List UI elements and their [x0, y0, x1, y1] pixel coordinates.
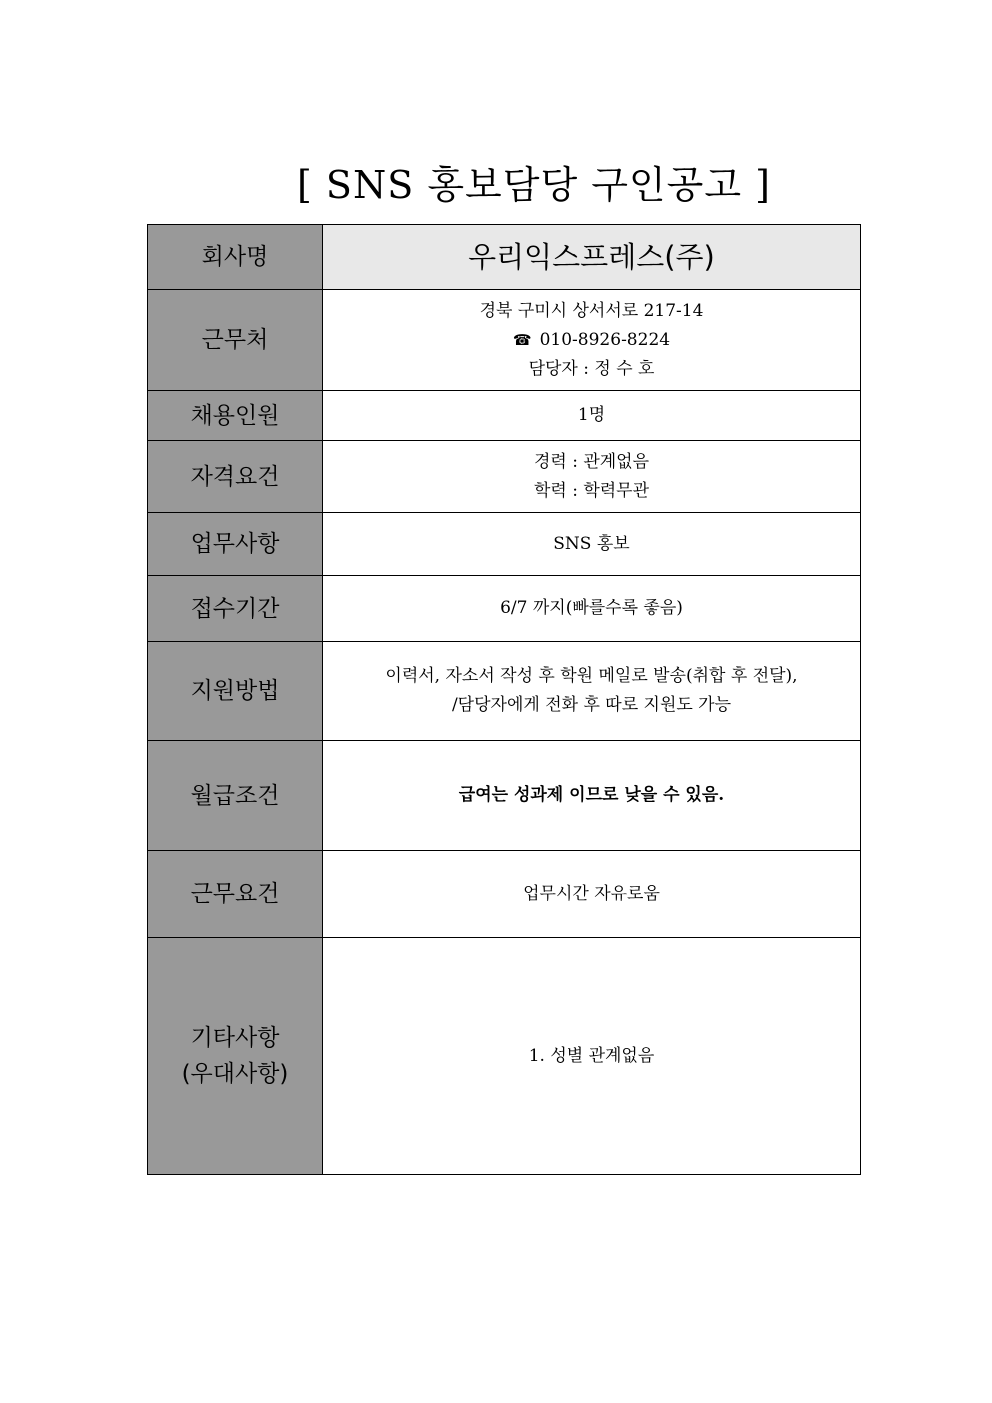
other-label-line-2: (우대사항)	[181, 1061, 289, 1087]
table-row	[148, 441, 861, 513]
row-label-qualifications: 자격요건	[148, 441, 323, 513]
workplace-value	[323, 290, 861, 391]
page-title: [ SNS 홍보담당 구인공고 ]	[297, 163, 771, 207]
company-name: 우리익스프레스(주)	[323, 225, 861, 290]
row-label-application-period: 접수기간	[148, 576, 323, 642]
qualification-experience: 경력 : 관계없음	[533, 451, 650, 472]
row-label-headcount: 채용인원	[148, 391, 323, 441]
row-label-workplace: 근무처	[148, 290, 323, 391]
row-label-other	[148, 938, 323, 1175]
table-row	[148, 642, 861, 741]
workplace-phone: 010-8926-8224	[539, 329, 671, 350]
table-row	[148, 513, 861, 576]
table-row	[148, 851, 861, 938]
job-posting-table	[147, 224, 861, 1175]
phone-icon: ☎	[512, 330, 532, 349]
other-label-line-1: 기타사항	[190, 1025, 280, 1051]
row-label-application-method: 지원방법	[148, 642, 323, 741]
row-label-salary: 월급조건	[148, 741, 323, 851]
application-period-value: 6/7 까지(빠를수록 좋음)	[323, 576, 861, 642]
salary-value: 급여는 성과제 이므로 낮을 수 있음.	[323, 741, 861, 851]
other-value: 1. 성별 관계없음	[323, 938, 861, 1175]
application-method-line-1: 이력서, 자소서 작성 후 학원 메일로 발송(취합 후 전달),	[385, 666, 798, 686]
row-label-duties: 업무사항	[148, 513, 323, 576]
application-method-value	[323, 642, 861, 741]
duties-value: SNS 홍보	[323, 513, 861, 576]
row-label-work-conditions: 근무요건	[148, 851, 323, 938]
qualifications-value	[323, 441, 861, 513]
table-row	[148, 576, 861, 642]
application-method-line-2: /담당자에게 전화 후 따로 지원도 가능	[451, 695, 732, 715]
table-row	[148, 225, 861, 290]
workplace-contact: 담당자 : 정 수 호	[528, 358, 655, 379]
row-label-company: 회사명	[148, 225, 323, 290]
work-conditions-value: 업무시간 자유로움	[323, 851, 861, 938]
qualification-education: 학력 : 학력무관	[533, 480, 650, 501]
table-row	[148, 938, 861, 1175]
table-row	[148, 290, 861, 391]
workplace-address: 경북 구미시 상서서로 217-14	[479, 300, 704, 321]
headcount-value: 1명	[323, 391, 861, 441]
table-row	[148, 391, 861, 441]
workplace-phone-line	[323, 326, 860, 355]
table-row	[148, 741, 861, 851]
